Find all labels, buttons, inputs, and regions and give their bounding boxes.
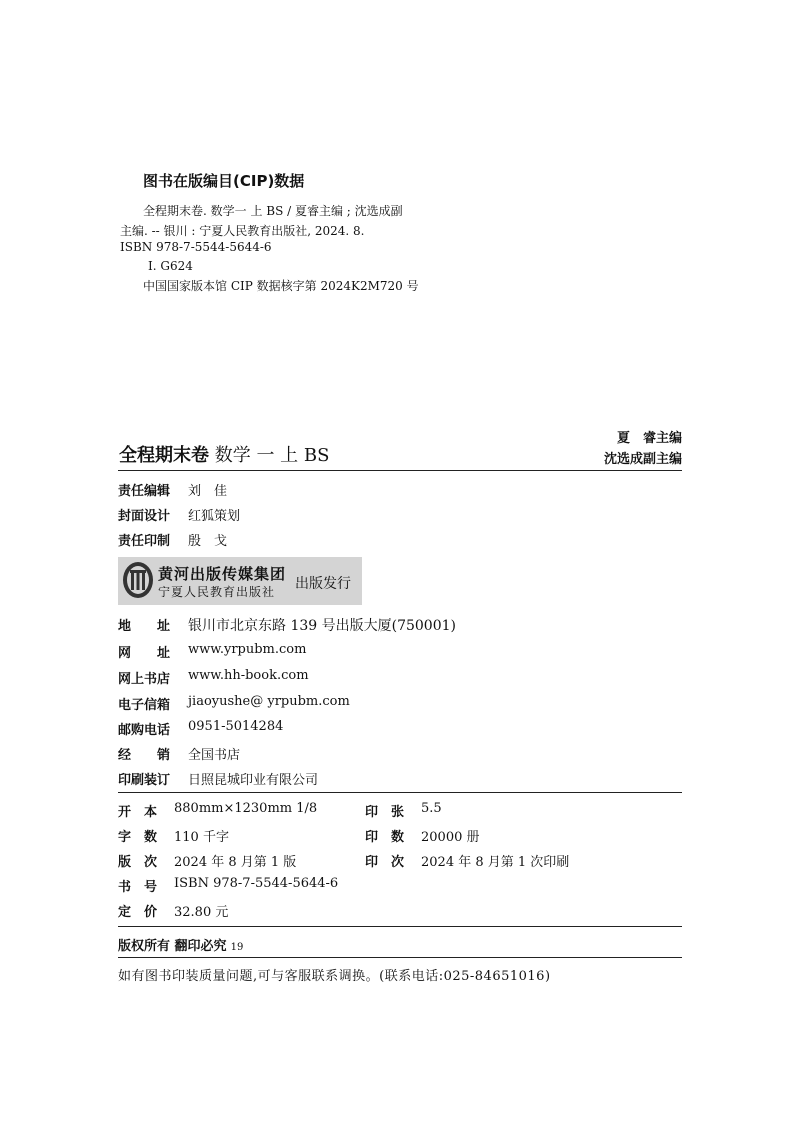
contact-label: 地 址 bbox=[118, 619, 171, 634]
contact-label: 网上书店 bbox=[118, 672, 171, 687]
contact-row bbox=[118, 668, 309, 687]
spec-label: 开 本 bbox=[118, 805, 158, 820]
contact-value: 0951-5014284 bbox=[188, 719, 284, 734]
spec-value: 110 千字 bbox=[174, 830, 229, 845]
spec-value: 32.80 元 bbox=[174, 905, 229, 920]
contact-value: jiaoyushe@ yrpubm.com bbox=[188, 694, 350, 709]
spec-row bbox=[365, 801, 442, 820]
credit-label: 责任编辑 bbox=[118, 484, 171, 499]
contact-row bbox=[118, 769, 318, 788]
contact-value: www.yrpubm.com bbox=[188, 642, 307, 657]
contact-label: 网 址 bbox=[118, 646, 171, 661]
credit-label: 责任印制 bbox=[118, 534, 171, 549]
book-title-bold: 全程期末卷 bbox=[119, 445, 209, 466]
cip-line-3: ISBN 978-7-5544-5644-6 bbox=[120, 240, 272, 254]
credit-row bbox=[118, 480, 227, 499]
spec-value: 20000 册 bbox=[421, 830, 480, 845]
spec-row bbox=[118, 851, 296, 870]
contact-value: 银川市北京东路 139 号出版大厦(750001) bbox=[188, 618, 456, 634]
credit-label: 封面设计 bbox=[118, 509, 171, 524]
contact-row bbox=[118, 744, 240, 763]
spec-value: 5.5 bbox=[421, 801, 442, 816]
contact-label: 电子信箱 bbox=[118, 698, 171, 713]
contact-value: www.hh-book.com bbox=[188, 668, 309, 683]
spec-value: 880mm×1230mm 1/8 bbox=[174, 801, 318, 816]
spec-label: 印 数 bbox=[365, 830, 405, 845]
contact-row bbox=[118, 719, 283, 738]
book-title bbox=[119, 441, 329, 467]
publisher-logo-icon bbox=[122, 561, 154, 599]
spec-label: 字 数 bbox=[118, 830, 158, 845]
spec-label: 版 次 bbox=[118, 855, 158, 870]
spec-row bbox=[118, 801, 317, 820]
rights-rule bbox=[118, 926, 682, 927]
spec-value: 2024 年 8 月第 1 次印刷 bbox=[421, 855, 570, 870]
notice-rule bbox=[118, 957, 682, 958]
specs-rule bbox=[118, 792, 682, 793]
cip-title: 图书在版编目(CIP)数据 bbox=[143, 172, 305, 190]
contact-label: 印刷装订 bbox=[118, 773, 171, 788]
spec-label: 定 价 bbox=[118, 905, 158, 920]
credit-row bbox=[118, 505, 240, 524]
cip-line-5: 中国国家版本馆 CIP 数据核字第 2024K2M720 号 bbox=[143, 279, 419, 293]
cip-line-2: 主编. -- 银川 : 宁夏人民教育出版社, 2024. 8. bbox=[120, 224, 365, 238]
contact-row bbox=[118, 642, 306, 661]
publisher-name: 宁夏人民教育出版社 bbox=[158, 585, 276, 599]
spec-label: 书 号 bbox=[118, 880, 158, 895]
publisher-group-name: 黄河出版传媒集团 bbox=[158, 565, 287, 583]
rights-line bbox=[118, 935, 243, 954]
contact-value: 日照昆城印业有限公司 bbox=[188, 773, 319, 788]
spec-row bbox=[365, 826, 480, 845]
publisher-role: 出版发行 bbox=[295, 576, 351, 592]
contact-row bbox=[118, 694, 350, 713]
credit-row bbox=[118, 530, 227, 549]
cip-line-1: 全程期末卷. 数学一 上 BS / 夏睿主编 ; 沈选成副 bbox=[143, 204, 403, 218]
spec-row bbox=[118, 901, 228, 920]
chief-editor: 夏 睿主编 bbox=[616, 431, 682, 446]
quality-notice: 如有图书印装质量问题,可与客服联系调换。(联系电话:025-84651016) bbox=[118, 969, 551, 984]
spec-row bbox=[118, 826, 229, 845]
spec-label: 印 张 bbox=[365, 805, 405, 820]
spec-row bbox=[118, 876, 338, 895]
contact-value: 全国书店 bbox=[188, 748, 241, 763]
contact-label: 经 销 bbox=[118, 748, 171, 763]
credit-value: 殷 戈 bbox=[188, 534, 228, 549]
contact-row bbox=[118, 615, 456, 635]
contact-label: 邮购电话 bbox=[118, 723, 171, 738]
spec-value: ISBN 978-7-5544-5644-6 bbox=[174, 876, 339, 891]
rights-text: 版权所有 翻印必究 bbox=[118, 939, 227, 954]
spec-value: 2024 年 8 月第 1 版 bbox=[174, 855, 297, 870]
book-title-rest: 数学 一 上 BS bbox=[209, 445, 330, 466]
credit-value: 刘 佳 bbox=[188, 484, 228, 499]
credit-value: 红狐策划 bbox=[188, 509, 241, 524]
deputy-editor: 沈选成副主编 bbox=[603, 452, 682, 467]
spec-row bbox=[365, 851, 569, 870]
header-rule bbox=[118, 470, 682, 471]
cip-line-4: Ⅰ. G624 bbox=[148, 259, 193, 273]
rights-number: 19 bbox=[230, 942, 244, 953]
spec-label: 印 次 bbox=[365, 855, 405, 870]
